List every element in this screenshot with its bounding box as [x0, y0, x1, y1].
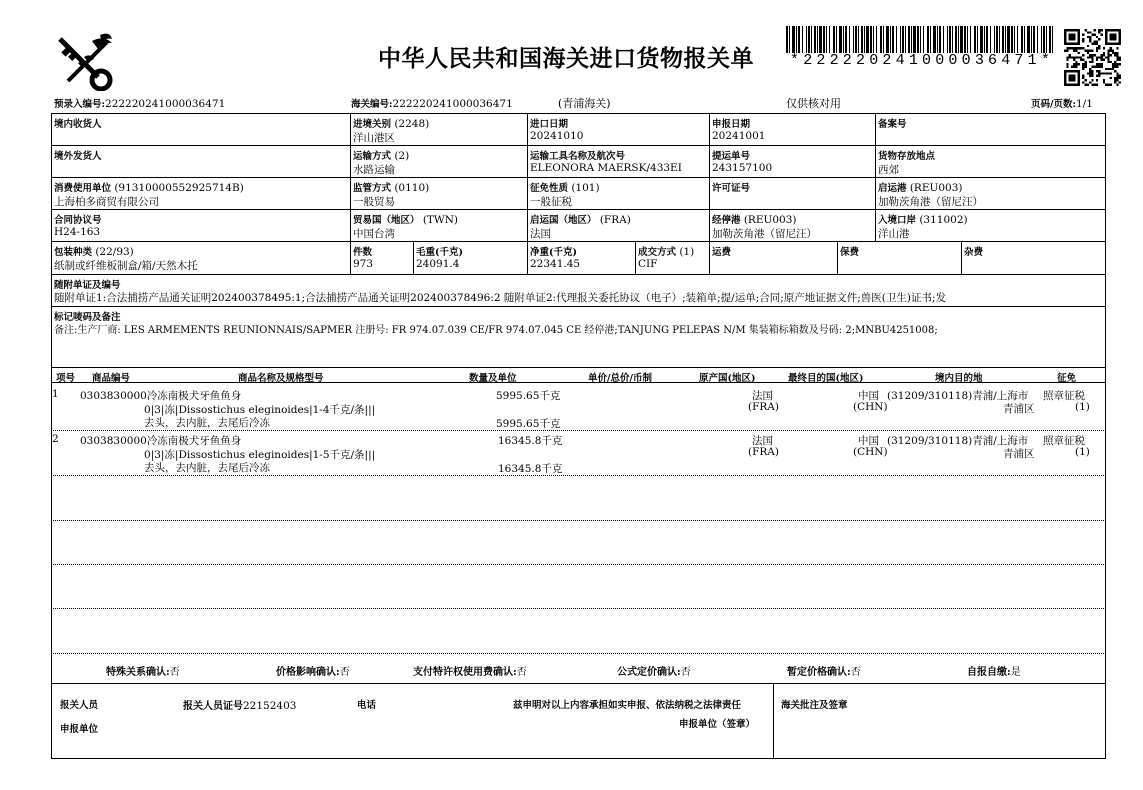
item-spec-2: 去头，去内脏，去尾后冷冻	[144, 417, 270, 429]
package-label: 包装种类 (22/93)	[54, 246, 134, 258]
item-spec: 0|3|冻|Dissostichus eleginoides|1-5千克/条|||	[144, 449, 376, 461]
import-date-label: 进口日期	[530, 119, 569, 130]
gross-weight: 24091.4	[416, 258, 460, 270]
customs-emblem-icon	[54, 33, 114, 91]
transit-port: 加勒茨角港（留尼汪）	[712, 228, 817, 240]
consignee-label: 境内收货人	[54, 119, 102, 130]
remarks-text: 备注:生产厂商: LES ARMEMENTS REUNIONNAIS/SAPMER 注册号: FR 974.07.039 CE/FR 974.07.045 CE 经停港;TANJUNG PELEPAS N/M 集装箱标箱数及号码: 2;MNBU4251008;	[54, 325, 938, 336]
consignor-label: 境外发货人	[54, 151, 102, 162]
tax-nature: 一般征税	[530, 196, 572, 208]
trade-terms: CIF	[638, 258, 658, 270]
col-header-code: 商品编号	[92, 373, 131, 384]
col-header-origin: 原产国(地区)	[699, 373, 756, 384]
formula-price-confirm: 公式定价确认:否	[617, 667, 691, 678]
item-code: 0303830000冷冻南极犬牙鱼鱼身	[80, 435, 242, 447]
barcode-text: *222220241000036471*	[790, 52, 1055, 69]
contract-number: H24-163	[54, 226, 101, 238]
special-relation-confirm: 特殊关系确认:否	[106, 667, 180, 678]
entry-port-label: 进境关别 (2248)	[353, 118, 430, 130]
transport-mode: 水路运输	[353, 164, 395, 176]
item-dest: 中国	[858, 390, 879, 402]
col-header-exempt: 征免	[1057, 373, 1077, 384]
import-date: 20241010	[530, 130, 584, 142]
declarant-number: 报关人员证号22152403	[183, 700, 297, 712]
col-header-price: 单价/总价/币制	[588, 373, 652, 384]
item-qty-1: 16345.8千克	[498, 435, 563, 447]
item-dest: 中国	[858, 435, 879, 447]
declarer-sign-label: 申报单位（签章）	[679, 719, 756, 730]
remarks-label: 标记唛码及备注	[54, 312, 121, 323]
bl-label: 提运单号	[712, 151, 751, 162]
item-exempt: 照章征税	[1043, 435, 1085, 447]
item-domestic: (31209/310118)青浦/上海市	[887, 390, 1029, 402]
item-origin: 法国	[752, 390, 773, 402]
page-title: 中华人民共和国海关进口货物报关单	[378, 45, 754, 72]
transport-mode-label: 运输方式 (2)	[353, 150, 410, 162]
terms-label: 成交方式 (1)	[638, 246, 695, 258]
phone-label: 电话	[357, 700, 377, 711]
departure-port: 加勒茨角港（留尼汪）	[878, 196, 983, 208]
item-dest-code: (CHN)	[853, 446, 888, 458]
trade-country: 中国台湾	[353, 228, 395, 240]
package-type: 纸制或纤维板制盒/箱/天然木托	[54, 260, 198, 272]
price-impact-confirm: 价格影响确认:否	[276, 667, 350, 678]
consumer: 上海柏多商贸有限公司	[54, 196, 159, 208]
col-header-qty: 数量及单位	[469, 373, 517, 384]
gross-weight-label: 毛重(千克)	[416, 247, 463, 258]
pre-entry-number: 预录入编号:222220241000036471	[54, 98, 226, 110]
declarant-label: 报关人员	[60, 700, 99, 711]
item-domestic-2: 青浦区	[1003, 448, 1035, 460]
col-header-domestic: 境内目的地	[935, 373, 983, 384]
supervision-label: 监管方式 (0110)	[353, 182, 430, 194]
origin-country: 法国	[530, 228, 551, 240]
item-exempt-code: (1)	[1075, 401, 1090, 413]
item-origin-code: (FRA)	[748, 446, 779, 458]
bl-number: 243157100	[712, 162, 773, 174]
tax-nature-label: 征免性质 (101)	[530, 182, 600, 194]
insurance-label: 保费	[840, 247, 860, 258]
customs-office: (青浦海关)	[558, 97, 611, 110]
item-dest-code: (CHN)	[853, 401, 888, 413]
item-exempt: 照章征税	[1043, 390, 1085, 402]
item-qty-1: 5995.65千克	[496, 390, 561, 402]
origin-country-label: 启运国（地区） (FRA)	[530, 214, 631, 226]
docs-label: 随附单证及编号	[54, 280, 121, 291]
pieces: 973	[353, 258, 374, 270]
pieces-label: 件数	[353, 247, 373, 258]
col-header-no: 项号	[56, 373, 76, 384]
item-domestic-2: 青浦区	[1003, 403, 1035, 415]
self-declare-confirm: 自报自缴:是	[967, 667, 1021, 678]
customs-number: 海关编号:222220241000036471	[351, 98, 513, 110]
entry-place-label: 入境口岸 (311002)	[878, 214, 968, 226]
col-header-name: 商品名称及规格型号	[238, 373, 324, 384]
trade-country-label: 贸易国（地区） (TWN)	[353, 214, 459, 226]
item-qty-2: 16345.8千克	[498, 463, 563, 475]
vessel-label: 运输工具名称及航次号	[530, 151, 626, 162]
col-header-dest: 最终目的国(地区)	[788, 373, 864, 384]
freight-label: 运费	[712, 247, 732, 258]
supervision-mode: 一般贸易	[353, 196, 395, 208]
item-origin-code: (FRA)	[748, 401, 779, 413]
item-exempt-code: (1)	[1075, 446, 1090, 458]
item-no: 1	[52, 388, 59, 400]
entry-port: 洋山港区	[353, 132, 395, 144]
item-domestic: (31209/310118)青浦/上海市	[887, 435, 1029, 447]
declarer-unit-label: 申报单位	[60, 724, 99, 735]
qr-code-icon	[1064, 29, 1121, 86]
storage-place: 西郊	[878, 164, 899, 176]
departure-port-label: 启运港 (REU003)	[878, 182, 963, 194]
item-qty-2: 5995.65千克	[496, 418, 561, 430]
page-number: 页码/页数:1/1	[1031, 98, 1093, 110]
transit-port-label: 经停港 (REU003)	[712, 214, 797, 226]
declare-date: 20241001	[712, 130, 766, 142]
item-spec: 0|3|冻|Dissostichus eleginoides|1-4千克/条|||	[144, 404, 376, 416]
verify-note: 仅供核对用	[786, 97, 841, 110]
storage-label: 货物存放地点	[878, 151, 936, 162]
item-code: 0303830000冷冻南极犬牙鱼鱼身	[80, 390, 242, 402]
item-spec-2: 去头，去内脏，去尾后冷冻	[144, 462, 270, 474]
barcode-icon	[786, 26, 1054, 53]
docs-text: 随附单证1:合法捕捞产品通关证明202400378495:1;合法捕捞产品通关证明202400378496:2 随附单证2:代理报关委托协议（电子）;装箱单;提/运单;合同;原产地证据文件;兽医(卫生)证书;发	[54, 292, 947, 304]
item-no: 2	[52, 433, 59, 445]
contract-label: 合同协议号	[54, 215, 102, 226]
royalty-confirm: 支付特许权使用费确认:否	[413, 667, 527, 678]
consumer-label: 消费使用单位 (91310000552925714B)	[54, 182, 244, 194]
record-no-label: 备案号	[878, 119, 907, 130]
net-weight-label: 净重(千克)	[530, 247, 577, 258]
declare-date-label: 申报日期	[712, 119, 751, 130]
misc-fee-label: 杂费	[964, 247, 984, 258]
vessel: ELEONORA MAERSK/433EI	[530, 162, 682, 174]
item-origin: 法国	[752, 435, 773, 447]
customs-sign-label: 海关批注及签章	[781, 700, 848, 711]
license-label: 许可证号	[712, 183, 751, 194]
provisional-price-confirm: 暂定价格确认:否	[787, 667, 861, 678]
entry-place: 洋山港	[878, 228, 910, 240]
net-weight: 22341.45	[530, 258, 581, 270]
legal-statement: 兹申明对以上内容承担如实申报、依法纳税之法律责任	[513, 700, 742, 711]
